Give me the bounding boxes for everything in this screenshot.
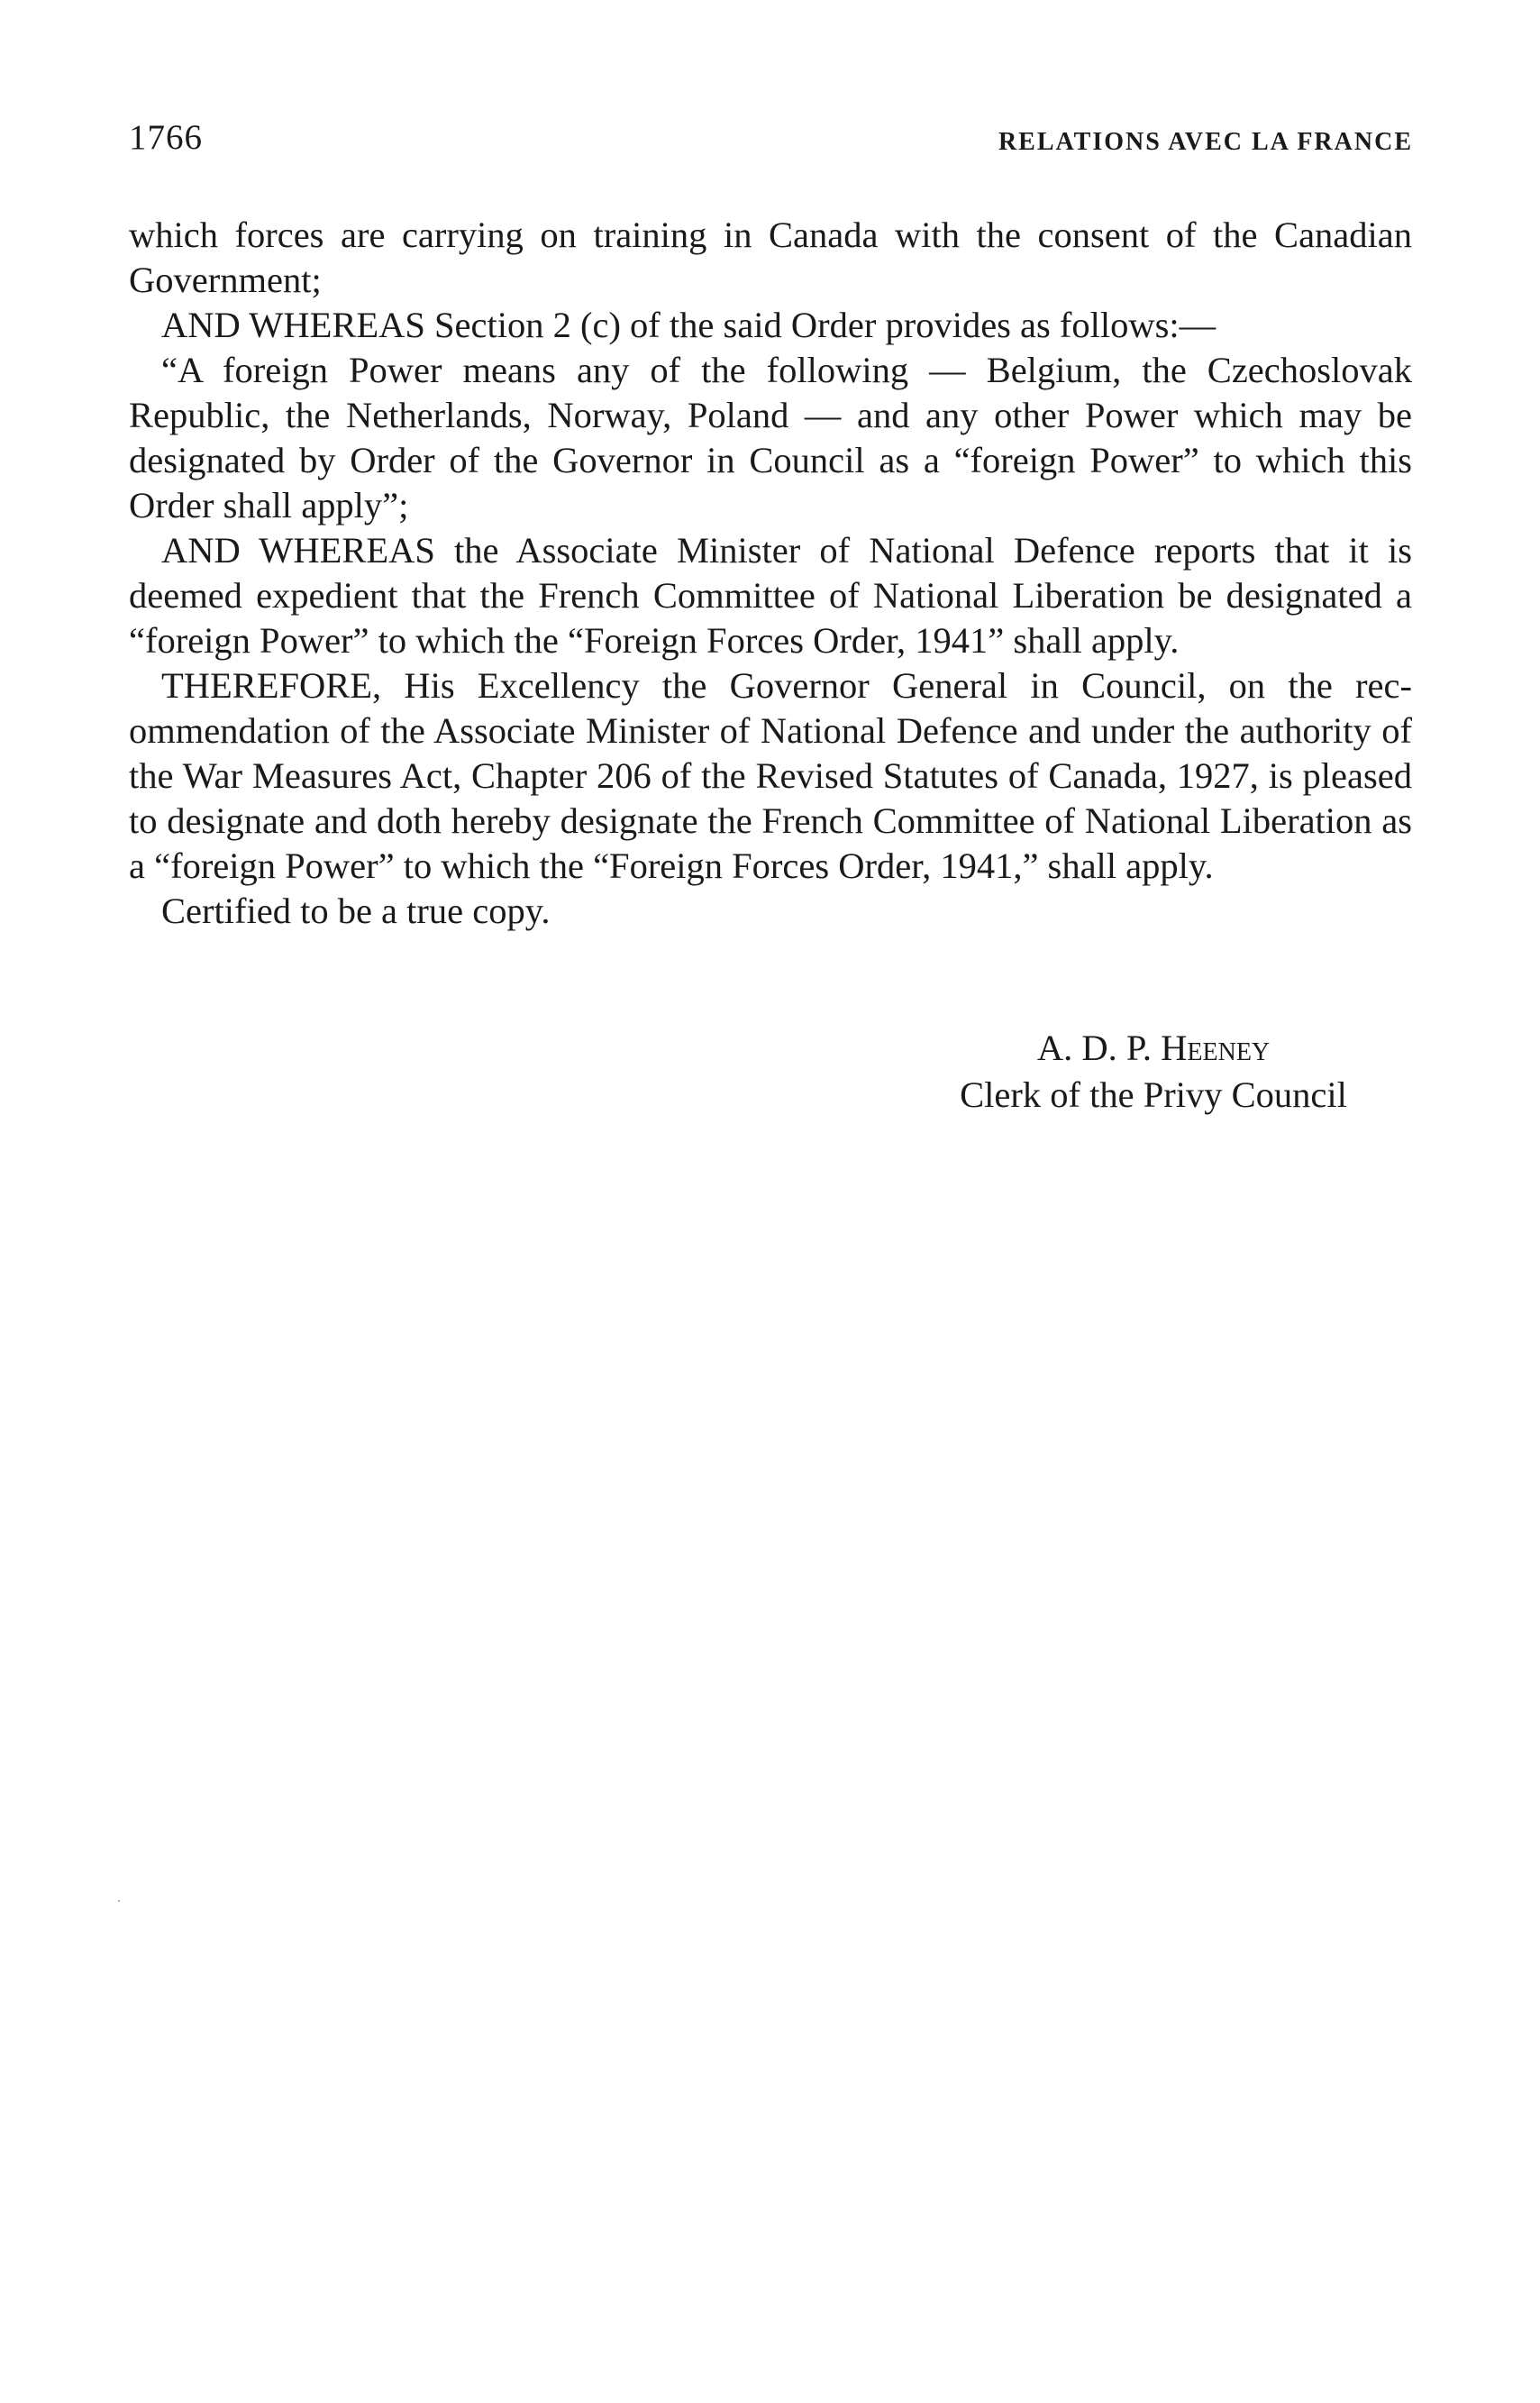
paragraph-certified: Certified to be a true copy. [161,891,551,931]
body-text [129,213,1412,934]
signatory-title: Clerk of the Privy Council [960,1074,1347,1115]
paragraph-quoted-definition: “A foreign Power means any of the following — Belgium, the Czechoslovak Republic, the Netherlands, Norway, Poland — and any other Power which may be designated by Order of the Governor in Council as a “foreign Power” to which this Order shall apply”; [129,350,1412,525]
paragraph-continuation: which forces are carrying on training in Canada with the consent of the Canadian Government; [129,215,1412,300]
paragraph-whereas-section: AND WHEREAS Section 2 (c) of the said Order provides as follows:— [161,305,1217,345]
scan-speck [118,1900,120,1902]
signature-block [901,1026,1406,1118]
page-number: 1766 [129,118,203,157]
running-head: RELATIONS AVEC LA FRANCE [998,128,1413,156]
paragraph-therefore: THEREFORE, His Excellency the Governor General in Council, on the recommendation of the Associate Minister of National Defence and under the authority of the War Measures Act, Chapter 206 of the Revised Statutes of Canada, 1927, is pleased to designate and doth hereby designate the French Committee of National Liberation as a “foreign Power” to which the “Foreign Forces Order, 1941,” shall apply. [129,665,1412,886]
paragraph-whereas-minister: AND WHEREAS the Associate Minister of National Defence reports that it is deemed expedient that the French Committee of National Liberation be designated a “foreign Power” to which the “Foreign Forces Order, 1941” shall apply. [129,530,1412,661]
signatory-name: A. D. P. Heeney [1036,1028,1271,1068]
